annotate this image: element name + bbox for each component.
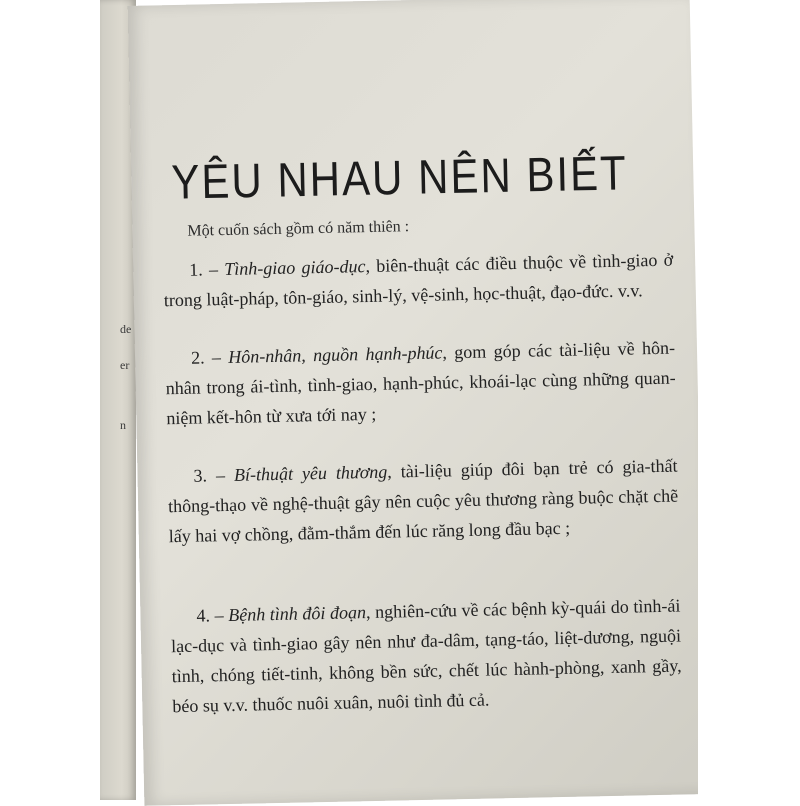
list-item [167,451,679,552]
item-number: 1. – [189,259,219,280]
right-background [698,0,800,800]
item-text: , tài-liệu giúp đôi bạn trẻ có gia-thất thông-thạo về nghệ-thuật gây nên cuộc yêu thương ràng buộc chặt chẽ lấy hai vợ chồng, đằm-thắm đến lúc răng long đầu bạc ; [167,455,679,547]
item-title: Bí-thuật yêu thương [233,461,388,485]
item-number: 3. – [193,465,226,486]
page-title: YÊU NHAU NÊN BIẾT [170,145,629,210]
left-background [0,0,100,800]
list-item [165,333,677,434]
item-title: Tình-giao giáo-dục [224,256,366,280]
book-page [128,0,707,806]
list-item [163,245,674,316]
item-title: Bệnh tình đôi đoạn [228,602,367,625]
list-item [170,591,682,722]
intro-line: Một cuốn sách gồm có năm thiên : [187,218,410,240]
item-text: , gom góp các tài-liệu về hôn-nhân trong ái-tình, tình-giao, hạnh-phúc, khoái-lạc cùng những quan-niệm kết-hôn từ xưa tới nay ; [165,337,676,429]
item-text: , biên-thuật các điều thuộc về tình-giao ở trong luật-pháp, tôn-giáo, sinh-lý, vệ-sinh, học-thuật, đạo-đức. v.v. [163,249,674,311]
item-title: Hôn-nhân, nguồn hạnh-phúc [228,342,443,367]
item-text: , nghiên-cứu về các bệnh kỳ-quái do tình-ái lạc-dục và tình-giao gây nên như đa-dâm, tạng-táo, liệt-dương, nguội tình, chóng tiết-tinh, không bền sức, chết lúc hành-phòng, xanh gầy, béo sụ v.v. thuốc nuôi xuân, nuôi tình đủ cả. [170,595,682,717]
previous-page-fragment: n [120,418,126,432]
item-number: 2. – [190,347,222,368]
previous-page-fragment: er [120,358,130,372]
previous-page-fragment: de [120,322,132,336]
item-number: 4. – [196,605,224,626]
